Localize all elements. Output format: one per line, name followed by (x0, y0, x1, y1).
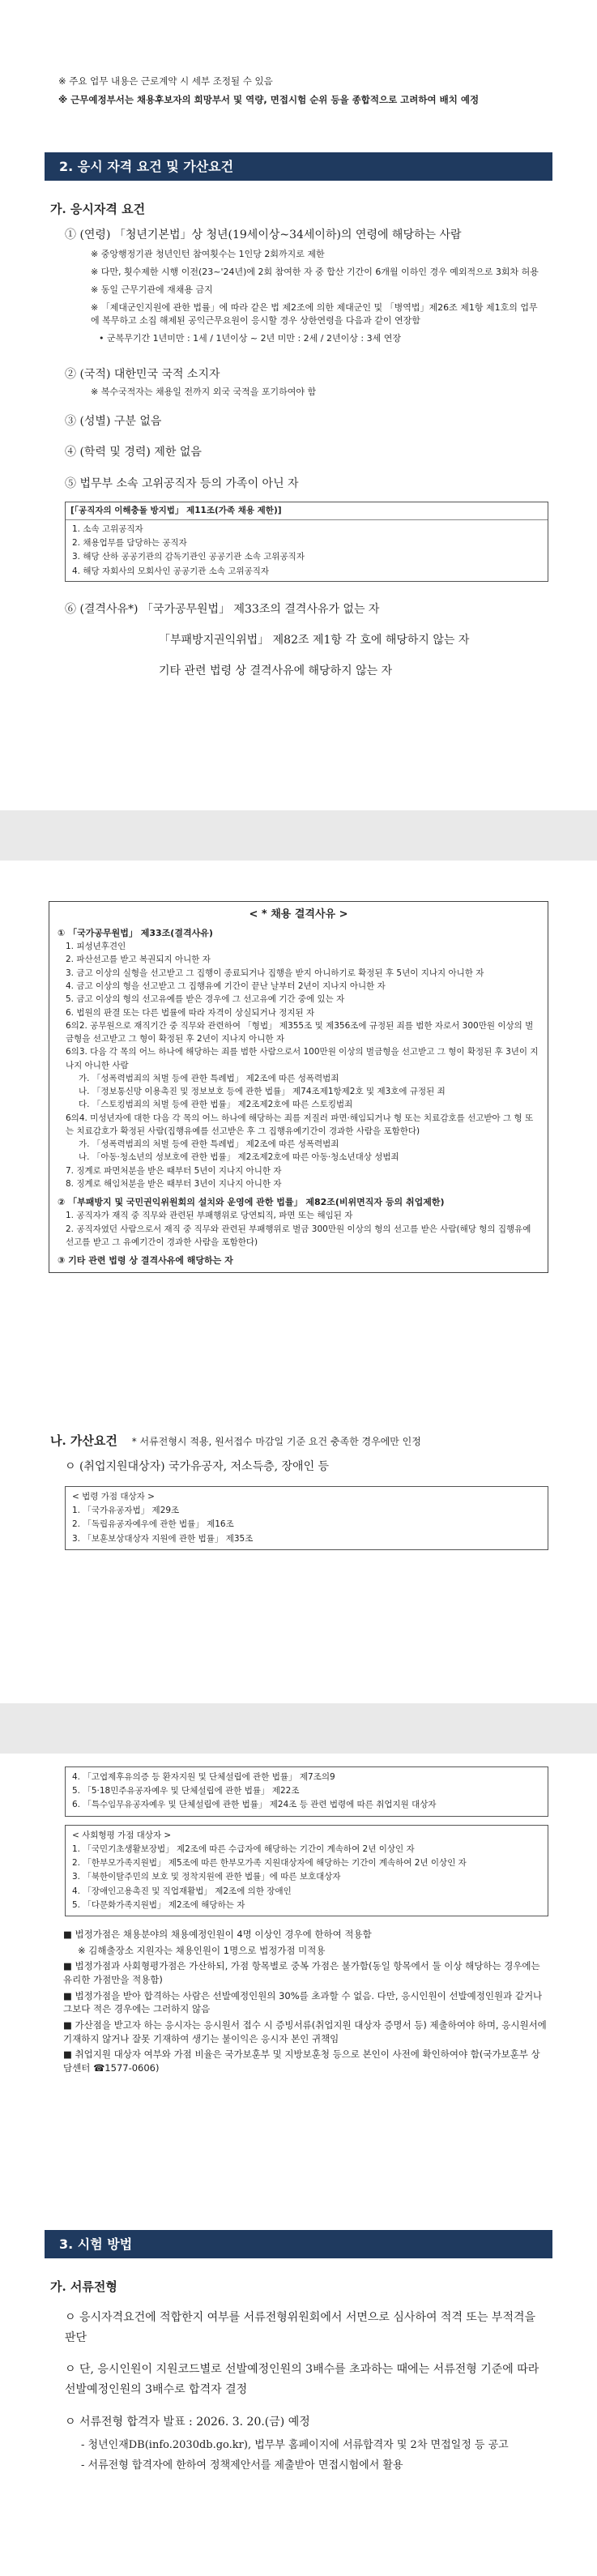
conflict-box-row: 1. 소속 고위공직자 (72, 524, 143, 535)
social-equity-box (65, 1825, 548, 1916)
item-age: ① (연령) 「청년기본법」상 청년(19세이상~34세이하)의 연령에 해당하는 사람 (65, 228, 462, 241)
item-family: ⑤ 법무부 소속 고위공직자 등의 가족이 아닌 자 (65, 476, 299, 490)
reason-line: 6의2. 공무원으로 재직기간 중 직무와 관련하여 「형법」 제355조 및 제356조에 규정된 죄를 범한 자로서 300만원 이상의 벌금형을 선고받고 그 형이 확정된 후 2년이 지나지 아니한 자 (66, 1020, 534, 1044)
screening-detail-2: - 서류전형 합격자에 한하여 정책제안서를 제출받아 면접시험에서 활용 (81, 2459, 403, 2472)
legal-bonus-row: 2. 「독립유공자예우에 관한 법률」 제16조 (72, 1519, 234, 1530)
note-1: ※ 주요 업무 내용은 근로계약 시 세부 조정될 수 있음 (58, 75, 273, 87)
reason-line: 가. 「성폭력범죄의 처벌 등에 관한 특례법」 제2조에 따른 성폭력범죄 (79, 1073, 339, 1083)
screening-item-1: ㅇ 응시자격요건에 적합한지 여부를 서류전형위원회에서 서면으로 심사하여 적격 또는 부적격을 판단 (65, 2310, 536, 2344)
reason-line: 2. 공직자였던 사람으로서 재직 중 직무와 관련된 부패행위로 벌금 300만원 이상의 형의 선고를 받은 사람(해당 형의 집행유예 선고를 받고 그 유예기간이 경과한 사람을 포함한다) (66, 1224, 531, 1247)
sub-heading-document-screening: 가. 서류전형 (50, 2279, 117, 2294)
screening-item-2: ㅇ 단, 응시인원이 지원코드별로 선발예정인원의 3배수를 초과하는 때에는 서류전형 기준에 따라 선발예정인원의 3배수로 합격자 결정 (65, 2363, 539, 2397)
disqualification-box-title: < * 채용 결격사유 > (249, 908, 348, 921)
page-1 (0, 0, 597, 810)
item-gender: ③ (성별) 구분 없음 (65, 414, 162, 428)
reason-line: 7. 징계로 파면처분을 받은 때부터 5년이 지나지 아니한 자 (66, 1165, 282, 1176)
item-disqualification-line-2: 기타 관련 법령 상 결격사유에 해당하지 않는 자 (159, 664, 393, 678)
social-equity-row: 4. 「장애인고용촉진 및 직업재활법」 제2조에 의한 장애인 (72, 1886, 292, 1896)
item-disqualification: ⑥ (결격사유*) 「국가공무원법」 제33조의 결격사유가 없는 자 (65, 602, 380, 616)
social-equity-row: 3. 「북한이탈주민의 보호 및 정착지원에 관한 법률」에 따른 보호대상자 (72, 1872, 341, 1882)
legal-bonus-row: 4. 「고엽제후유의증 등 환자지원 및 단체설립에 관한 법률」 제7조의9 (72, 1772, 335, 1782)
note-2: ※ 근무예정부서는 채용후보자의 희망부서 및 역량, 면접시험 순위 등을 종합적으로 고려하여 배치 예정 (58, 93, 480, 105)
screening-item-3: ㅇ 서류전형 합격자 발표 : 2026. 3. 20.(금) 예정 (65, 2415, 310, 2429)
social-equity-row: 2. 「한부모가족지원법」 제5조에 따른 한부모가족 지원대상자에 해당하는 기간이 계속하여 2년 이상인 자 (72, 1858, 467, 1869)
reason-line: 1. 피성년후견인 (66, 942, 126, 952)
sub-heading-na: 나. 가산요건 (50, 1433, 117, 1448)
item-age-sub-1: ※ 중앙행정기관 청년인턴 참여횟수는 1인당 2회까지로 제한 (91, 249, 325, 260)
item-age-sub-3: ※ 동일 근무기관에 재채용 금지 (91, 284, 213, 295)
reason-line: 가. 「성폭력범죄의 처벌 등에 관한 특례법」 제2조에 따른 성폭력범죄 (79, 1139, 339, 1150)
social-equity-box-title: < 사회형평 가점 대상자 > (72, 1830, 172, 1840)
reason-line: 8. 징계로 해임처분을 받은 때부터 3년이 지나지 아니한 자 (66, 1178, 282, 1189)
social-equity-row: 1. 「국민기초생활보장법」 제2조에 따른 수급자에 해당하는 기간이 계속하여 2년 이상인 자 (72, 1843, 415, 1854)
bonus-rule: ■ 법정가점을 받아 합격하는 사람은 선발예정인원의 30%를 초과할 수 없음. 다만, 응시인원이 선발예정인원과 같거나 그보다 적은 경우에는 그러하지 않음 (63, 1989, 543, 2015)
item-age-sub-5: • 군복무기간 1년미만 : 1세 / 1년이상 ~ 2년 미만 : 2세 / 2년이상 : 3세 연장 (99, 332, 401, 344)
legal-bonus-box-title: < 법령 가점 대상자 > (72, 1492, 155, 1502)
section-2-title: 2. 응시 자격 요건 및 가산요건 (45, 152, 552, 181)
page-gap (0, 1703, 597, 1754)
page-3 (0, 1754, 597, 2576)
reason-line: 3. 금고 이상의 실형을 선고받고 그 집행이 종료되거나 집행을 받지 아니하기로 확정된 후 5년이 지나지 아니한 자 (66, 968, 484, 978)
item-nationality: ② (국적) 대한민국 국적 소지자 (65, 367, 220, 381)
conflict-box-title: [「공직자의 이해충돌 방지법」 제11조(가족 채용 제한)] (66, 502, 548, 520)
reason-line: 1. 공직자가 재직 중 직무와 관련된 부패행위로 당연퇴직, 파면 또는 해임된 자 (66, 1211, 353, 1221)
social-equity-row: 5. 「다문화가족지원법」 제2조에 해당하는 자 (72, 1899, 245, 1910)
conflict-box-row: 2. 채용업무를 담당하는 공직자 (72, 538, 187, 549)
disqualification-reasons-box (49, 901, 548, 1273)
bonus-rule: ■ 취업지원 대상자 여부와 가점 비율은 국가보훈부 및 지방보훈청 등으로 본인이 사전에 확인하여야 함(국가보훈부 상담센터 ☎1577-0606) (63, 2048, 540, 2074)
reason-line: 나. 「정보통신망 이용촉진 및 정보보호 등에 관한 법률」 제74조제1항제2호 및 제3호에 규정된 죄 (79, 1087, 446, 1097)
reason-line: 다. 「스토킹범죄의 처벌 등에 관한 법률」 제2조제2호에 따른 스토킹범죄 (79, 1100, 353, 1110)
legal-bonus-row: 5. 「5·18민주유공자예우 및 단체설립에 관한 법률」 제22조 (72, 1786, 300, 1796)
legal-bonus-row: 1. 「국가유공자법」 제29조 (72, 1506, 180, 1516)
legal-bonus-box (65, 1486, 548, 1550)
page-gap (0, 810, 597, 861)
item-age-sub-2: ※ 다만, 횟수제한 시행 이전(23~'24년)에 2회 참여한 자 중 합산 기간이 6개월 이하인 경우 예외적으로 3회차 허용 (91, 266, 539, 277)
sub-heading-ga: 가. 응시자격 요건 (50, 202, 146, 216)
screening-detail-1: - 청년인재DB(info.2030db.go.kr), 법무부 홈페이지에 서류합격자 및 2차 면접일정 등 공고 (81, 2438, 509, 2451)
reason-line: 5. 금고 이상의 형의 선고유예를 받은 경우에 그 선고유예 기간 중에 있는 자 (66, 994, 345, 1005)
section-3-title: 3. 시험 방법 (45, 2230, 552, 2258)
item-age-sub-4: ※ 「제대군인지원에 관한 법률」에 따라 같은 법 제2조에 의한 제대군인 및 「병역법」제26조 제1항 제1호의 업무에 복무하고 소집 해제된 공익근무요원이 응시할 경우 상한연령을 다음과 같이 연장함 (91, 301, 538, 326)
law-heading-3: ③ 기타 관련 법령 상 결격사유에 해당하는 자 (58, 1255, 233, 1267)
reason-line: 2. 파산선고를 받고 복권되지 아니한 자 (66, 955, 211, 965)
sub-heading-na-note: * 서류전형시 적용, 원서접수 마감일 기준 요건 충족한 경우에만 인정 (131, 1436, 421, 1447)
bonus-rule: ■ 법정가점과 사회형평가점은 가산하되, 가점 항목별로 중복 가점은 불가함(동일 항목에서 둘 이상 해당하는 경우에는 유리한 가점만을 적용함) (63, 1960, 540, 1985)
item-disqualification-line-1: 「부패방지권익위법」 제82조 제1항 각 호에 해당하지 않는 자 (159, 634, 470, 647)
item-education: ④ (학력 및 경력) 제한 없음 (65, 446, 202, 459)
reason-line: 6. 법원의 판결 또는 다른 법률에 따라 자격이 상실되거나 정지된 자 (66, 1007, 315, 1018)
legal-bonus-row: 6. 「특수임무유공자예우 및 단체설립에 관한 법률」 제24조 등 관련 법령에 따른 취업지원 대상자 (72, 1800, 437, 1810)
reason-line: 6의3. 다음 각 목의 어느 하나에 해당하는 죄를 범한 사람으로서 100만원 이상의 벌금형을 선고받고 그 형이 확정된 후 3년이 지나지 아니한 사람 (66, 1047, 539, 1070)
page-2 (0, 861, 597, 1703)
conflict-of-interest-box (65, 502, 548, 582)
bonus-rule: ■ 가산점을 받고자 하는 응시자는 응시원서 접수 시 증빙서류(취업지원 대상자 증명서 등) 제출하여야 하며, 응시원서에 기재하지 않거나 잘못 기재하여 생기는 불이익은 응시자 본인 귀책임 (63, 2019, 547, 2044)
bonus-rule: ■ 법정가점은 채용분야의 채용예정인원이 4명 이상인 경우에 한하여 적용함 (63, 1928, 372, 1940)
conflict-box-row: 3. 해당 산하 공공기관의 감독기관인 공공기관 소속 고위공직자 (72, 552, 305, 562)
reason-line: 나. 「아동·청소년의 성보호에 관한 법률」 제2조제2호에 따른 아동·청소년대상 성범죄 (79, 1152, 399, 1163)
legal-bonus-row: 3. 「보훈보상대상자 지원에 관한 법률」 제35조 (72, 1533, 254, 1544)
reason-line: 6의4. 미성년자에 대한 다음 각 목의 어느 하나에 해당하는 죄를 저질러 파면·해임되거나 형 또는 치료감호를 선고받아 그 형 또는 치료감호가 확정된 사람(집행유예를 선고받은 후 그 집행유예기간이 경과한 사람을 포함한다) (66, 1113, 534, 1136)
legal-bonus-box-continued (65, 1766, 548, 1817)
reason-line: 4. 금고 이상의 형을 선고받고 그 집행유예 기간이 끝난 날부터 2년이 지나지 아니한 자 (66, 980, 386, 991)
employment-support-item: ㅇ (취업지원대상자) 국가유공자, 저소득층, 장애인 등 (65, 1459, 330, 1473)
item-nationality-sub: ※ 복수국적자는 채용일 전까지 외국 국적을 포기하여야 함 (91, 386, 317, 397)
law-heading-2: ② 「부패방지 및 국민권익위원회의 설치와 운영에 관한 법률」 제82조(비위면직자 등의 취업제한) (58, 1197, 445, 1208)
law-heading-1: ① 「국가공무원법」 제33조(결격사유) (58, 928, 213, 939)
conflict-box-row: 4. 해당 자회사의 모회사인 공공기관 소속 고위공직자 (72, 566, 270, 576)
bonus-rule: ※ 김해출장소 지원자는 채용인원이 1명으로 법정가점 미적용 (78, 1944, 326, 1956)
